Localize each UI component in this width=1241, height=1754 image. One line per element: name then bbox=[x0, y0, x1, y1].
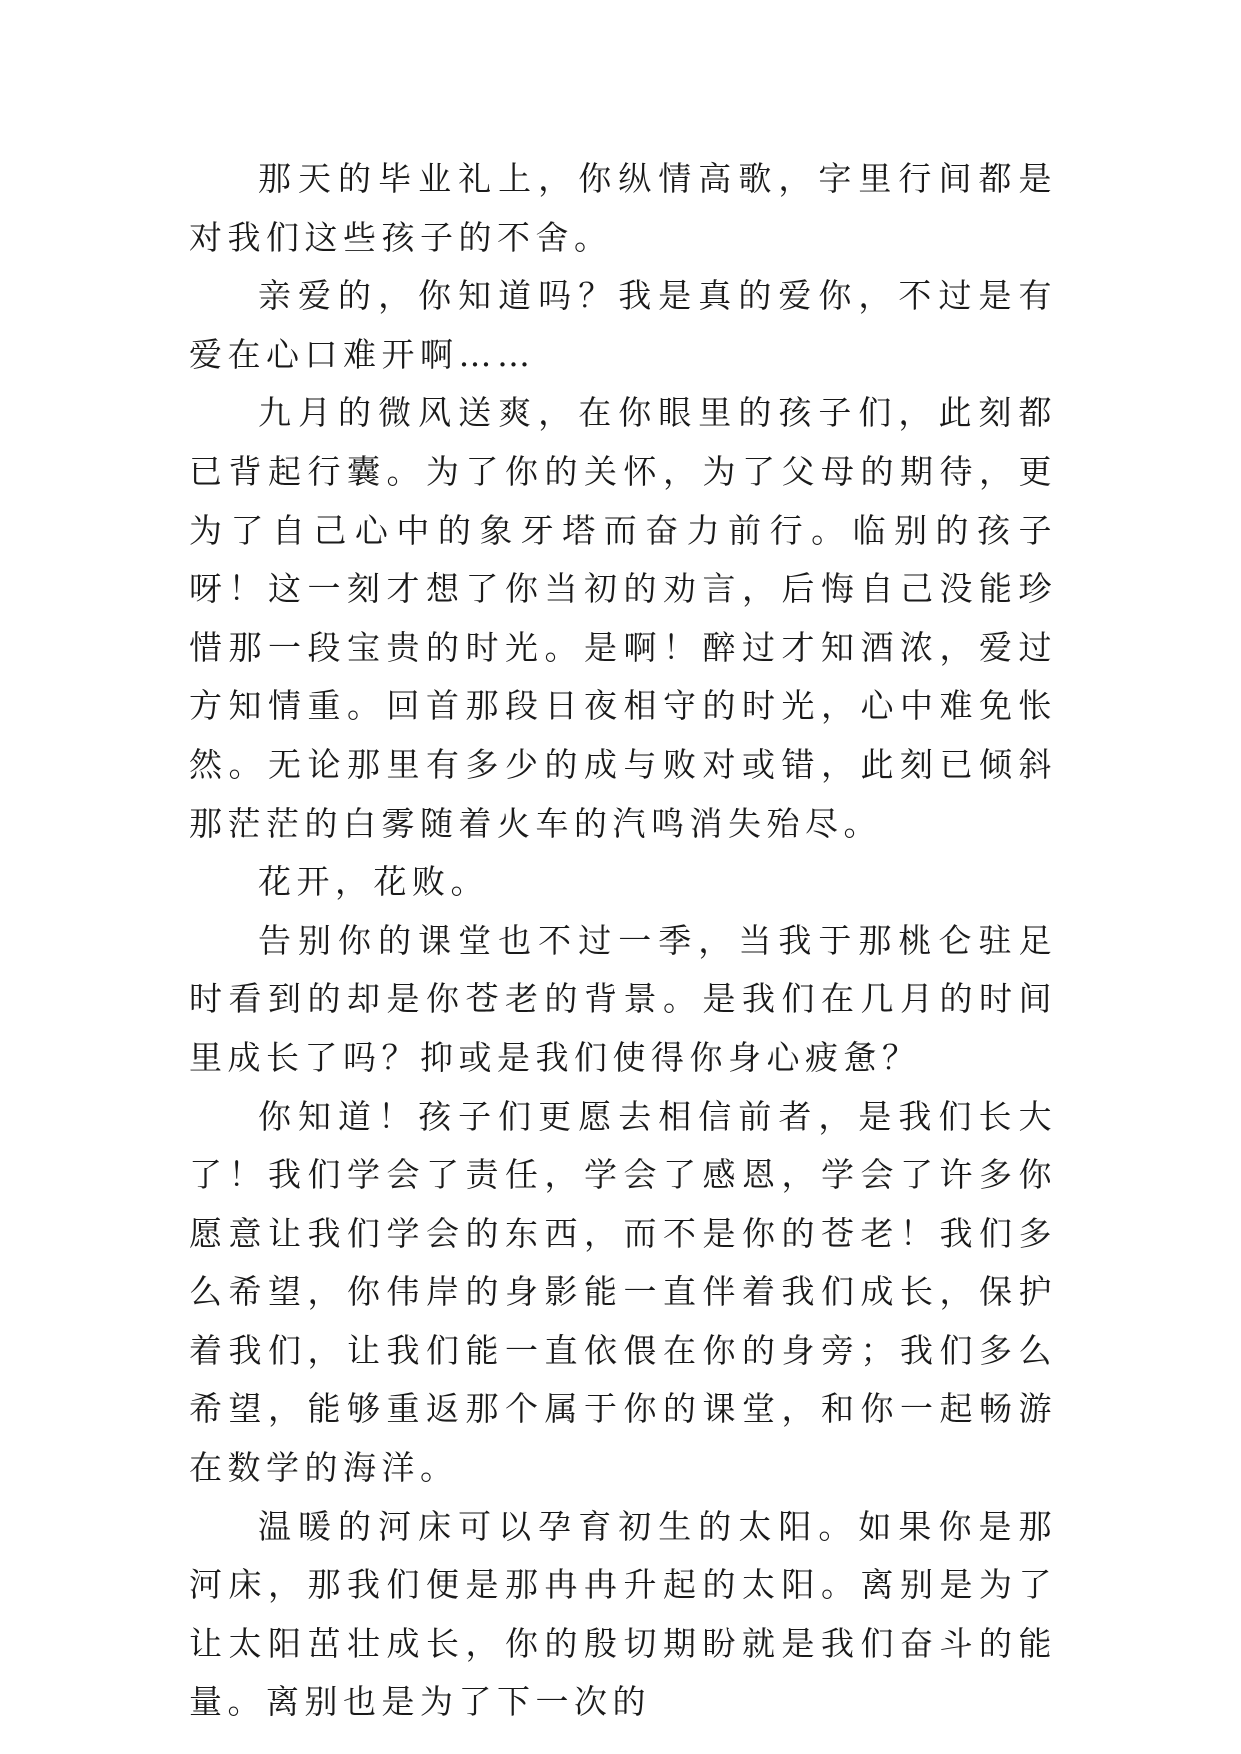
paragraph: 那天的毕业礼上，你纵情高歌，字里行间都是对我们这些孩子的不舍。 bbox=[189, 159, 1057, 257]
document-body bbox=[189, 150, 1057, 1732]
paragraph: 你知道！孩子们更愿去相信前者，是我们长大了！我们学会了责任，学会了感恩，学会了许多你愿意让我们学会的东西，而不是你的苍老！我们多么希望，你伟岸的身影能一直伴着我们成长，保护着我们，让我们能一直依偎在你的身旁；我们多么希望，能够重返那个属于你的课堂，和你一起畅游在数学的海洋。 bbox=[189, 1096, 1057, 1488]
paragraph: 告别你的课堂也不过一季，当我于那桃仑驻足时看到的却是你苍老的背景。是我们在几月的时间里成长了吗？抑或是我们使得你身心疲惫？ bbox=[189, 920, 1057, 1077]
paragraph: 温暖的河床可以孕育初生的太阳。如果你是那河床，那我们便是那冉冉升起的太阳。离别是为了让太阳茁壮成长，你的殷切期盼就是我们奋斗的能量。离别也是为了下一次的 bbox=[189, 1506, 1057, 1722]
paragraph: 九月的微风送爽，在你眼里的孩子们，此刻都已背起行囊。为了你的关怀，为了父母的期待，更为了自己心中的象牙塔而奋力前行。临别的孩子呀！这一刻才想了你当初的劝言，后悔自己没能珍惜那一段宝贵的时光。是啊！醉过才知酒浓，爱过方知情重。回首那段日夜相守的时光，心中难免怅然。无论那里有多少的成与败对或错，此刻已倾斜那茫茫的白雾随着火车的汽鸣消失殆尽。 bbox=[189, 393, 1057, 843]
paragraph: 亲爱的，你知道吗？我是真的爱你，不过是有爱在心口难开啊…… bbox=[189, 276, 1057, 374]
paragraph: 花开，花败。 bbox=[258, 862, 489, 902]
